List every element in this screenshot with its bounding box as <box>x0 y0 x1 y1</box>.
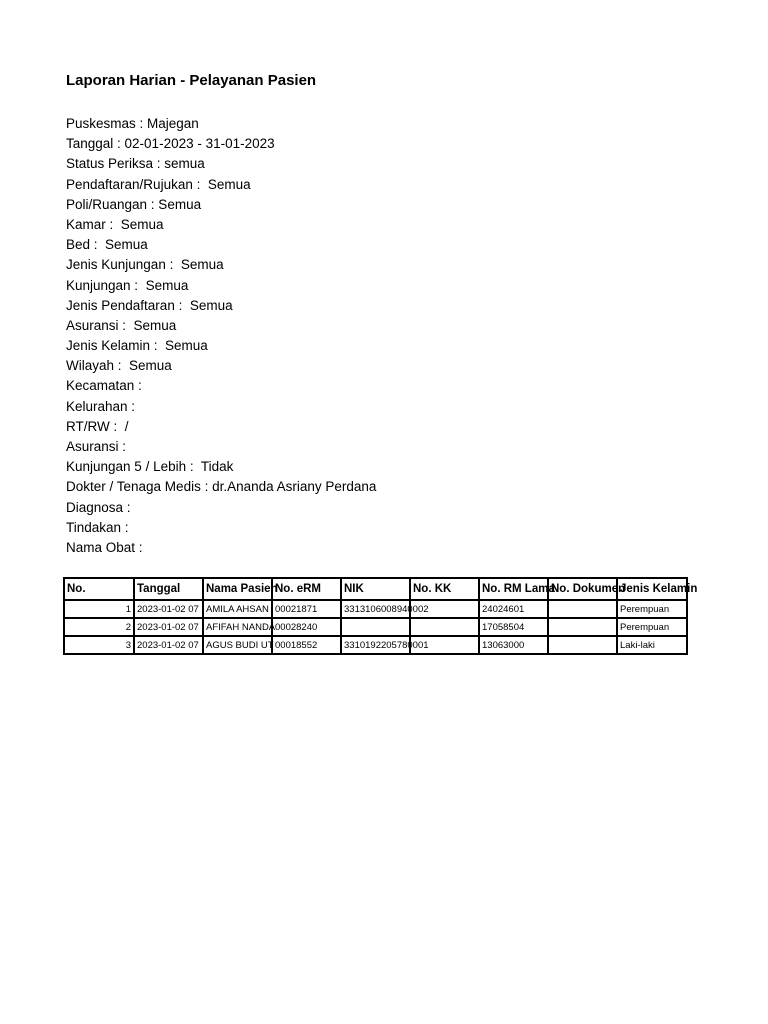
cell-no-kk <box>410 618 479 636</box>
report-filter-line: Wilayah : Semua <box>66 358 172 374</box>
header-cell-nik: NIK <box>341 578 410 600</box>
cell-no: 2 <box>64 618 134 636</box>
cell-no-rm-lama: 24024601 <box>479 600 548 618</box>
cell-tanggal: 2023-01-02 07 <box>134 600 203 618</box>
cell-no-dokumen <box>548 618 617 636</box>
report-filter-line: Diagnosa : <box>66 499 131 515</box>
cell-nama-pasien: AGUS BUDI UT <box>203 636 272 654</box>
table-row <box>64 618 687 636</box>
report-title: Laporan Harian - Pelayanan Pasien <box>66 72 317 89</box>
header-cell-no-dokumen: No. Dokumen <box>548 578 617 600</box>
report-filter-line: Dokter / Tenaga Medis : dr.Ananda Asriany Perdana <box>66 479 377 495</box>
report-filter-line: Puskesmas : Majegan <box>66 116 199 131</box>
header-cell-tanggal: Tanggal <box>134 578 203 600</box>
report-filter-line: Status Periksa : semua <box>66 156 205 172</box>
cell-nik: 3310192205780001 <box>341 636 410 654</box>
report-filter-line: Asuransi : Semua <box>66 317 177 333</box>
report-filter-line: Nama Obat : <box>66 539 143 555</box>
cell-nama-pasien: AFIFAH NANDA <box>203 618 272 636</box>
table-header-row <box>64 578 687 600</box>
report-filter-line: Kelurahan : <box>66 398 136 414</box>
cell-nik: 3313106008940002 <box>341 600 410 618</box>
report-filter-line: Bed : Semua <box>66 237 148 253</box>
report-filter-line: Kamar : Semua <box>66 216 164 232</box>
report-filter-line: Pendaftaran/Rujukan : Semua <box>66 176 251 192</box>
header-cell-jenis-kelamin: Jenis Kelamin <box>617 578 687 600</box>
header-cell-nama-pasien: Nama Pasien <box>203 578 272 600</box>
cell-jenis-kelamin: Perempuan <box>617 600 687 618</box>
report-filter-line: Kecamatan : <box>66 378 142 394</box>
report-filter-line: Tindakan : <box>66 519 129 535</box>
cell-no-dokumen <box>548 636 617 654</box>
header-cell-no-erm: No. eRM <box>272 578 341 600</box>
cell-jenis-kelamin: Perempuan <box>617 618 687 636</box>
header-cell-no-rm-lama: No. RM Lama <box>479 578 548 600</box>
report-filter-line: Jenis Kelamin : Semua <box>66 338 208 354</box>
cell-no-rm-lama: 17058504 <box>479 618 548 636</box>
cell-no: 1 <box>64 600 134 618</box>
table-row <box>64 600 687 618</box>
report-filter-line: Asuransi : <box>66 439 127 454</box>
cell-no-erm: 00018552 <box>272 636 341 654</box>
report-filter-line: Poli/Ruangan : Semua <box>66 196 202 212</box>
report-filter-line: RT/RW : / <box>66 418 129 434</box>
cell-no-rm-lama: 13063000 <box>479 636 548 654</box>
report-filter-line: Tanggal : 02-01-2023 - 31-01-2023 <box>66 136 275 152</box>
cell-jenis-kelamin: Laki-laki <box>617 636 687 654</box>
header-cell-no: No. <box>64 578 134 600</box>
patient-table <box>63 577 698 655</box>
cell-no: 3 <box>64 636 134 654</box>
cell-no-erm: 00021871 <box>272 600 341 618</box>
table-row <box>64 636 687 654</box>
cell-nik <box>341 618 410 636</box>
report-filter-line: Kunjungan 5 / Lebih : Tidak <box>66 459 234 475</box>
cell-tanggal: 2023-01-02 07 <box>134 618 203 636</box>
report-filter-line: Jenis Kunjungan : Semua <box>66 257 224 273</box>
report-filter-line: Jenis Pendaftaran : Semua <box>66 297 233 313</box>
header-cell-no-kk: No. KK <box>410 578 479 600</box>
cell-no-erm: 00028240 <box>272 618 341 636</box>
cell-no-dokumen <box>548 600 617 618</box>
cell-tanggal: 2023-01-02 07 <box>134 636 203 654</box>
cell-nama-pasien: AMILA AHSAN <box>203 600 272 618</box>
report-filter-line: Kunjungan : Semua <box>66 277 189 293</box>
report-filter-list <box>66 114 376 558</box>
